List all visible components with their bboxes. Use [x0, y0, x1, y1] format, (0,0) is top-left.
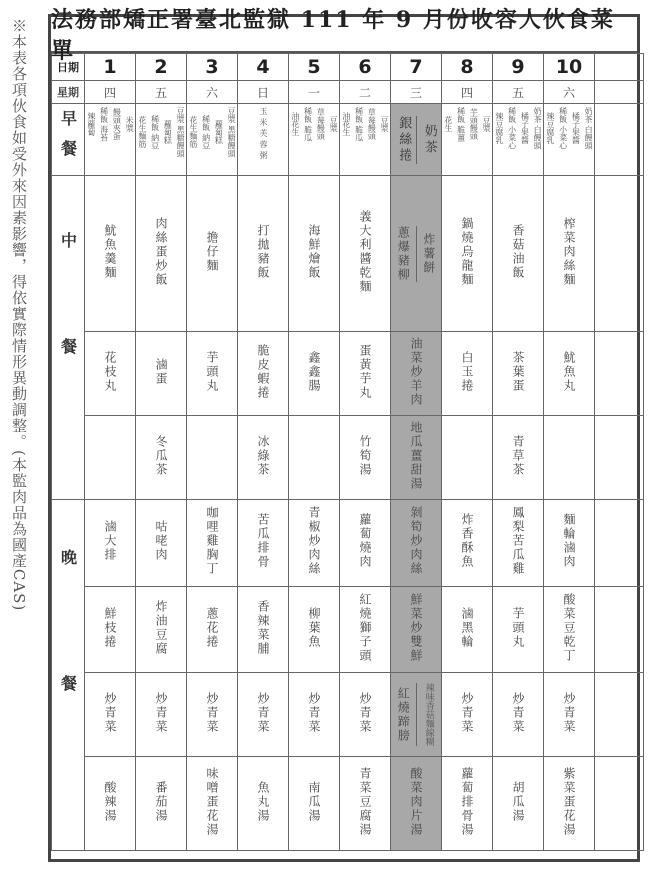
dinner-main: 炸香酥魚	[460, 513, 474, 569]
breakfast-item: 蘿蔔糕	[163, 120, 173, 145]
breakfast-label-cell	[52, 104, 85, 176]
lunch-side-cell	[238, 332, 289, 416]
lunch-main: 擔仔麵	[205, 230, 219, 273]
dinner-veg: 炒青菜	[103, 691, 117, 734]
lunch-main: 魷魚羹麵	[103, 223, 117, 280]
breakfast-cell	[442, 104, 493, 176]
lunch-side: 蛋黃芋丸	[358, 343, 372, 400]
dinner-side-cell	[544, 587, 595, 673]
breakfast-item: 豆漿 黑糖饅頭	[176, 107, 186, 158]
lunch-drink-cell	[493, 416, 544, 500]
breakfast-item: 芋頭饅頭	[469, 108, 479, 141]
dinner-main-cell	[544, 500, 595, 587]
dinner-main: 鳳梨苦瓜雞	[511, 506, 525, 576]
dinner-side: 紅燒獅子頭	[358, 592, 372, 663]
dinner-side-cell	[136, 587, 187, 673]
empty-cell	[595, 332, 644, 416]
breakfast-item: 蘿蔔糕	[214, 120, 224, 145]
dinner-side: 鮮枝捲	[103, 606, 117, 649]
breakfast-item: 橘子果醬	[571, 112, 581, 145]
date-cell: 10	[544, 54, 595, 81]
breakfast-item: 米漿	[125, 116, 135, 133]
lunch-main-cell	[136, 176, 187, 332]
lunch-main-cell-highlight	[391, 176, 442, 332]
breakfast-cell-highlight	[391, 104, 442, 176]
lunch-side: 油菜炒羊肉	[409, 336, 423, 407]
weekday-cell: 二	[340, 81, 391, 104]
lunch-main: 蔥爆豬柳	[396, 225, 411, 282]
breakfast-item: 豆漿	[482, 116, 492, 133]
lunch-side-cell	[289, 332, 340, 416]
dinner-veg-row	[52, 673, 644, 757]
dinner-label: 晚餐	[58, 549, 78, 801]
dinner-veg-cell	[442, 673, 493, 757]
dinner-side: 鮮菜炒雙鮮	[409, 592, 423, 663]
breakfast-cell	[187, 104, 238, 176]
dinner-main: 剝筍炒肉絲	[409, 506, 423, 576]
dinner-soup-cell	[85, 757, 136, 851]
dinner-soup: 味噌蛋花湯	[205, 766, 219, 837]
dinner-side: 酸菜豆乾丁	[562, 592, 576, 663]
empty-cell	[595, 176, 644, 332]
lunch-main: 打拋豬飯	[256, 223, 270, 280]
dinner-main: 蘿蔔燒肉	[358, 513, 372, 569]
dinner-soup: 蘿蔔排骨湯	[460, 766, 474, 837]
dinner-soup: 魚丸湯	[256, 780, 270, 823]
breakfast-item: 草莓饅頭	[316, 108, 326, 141]
lunch-main-cell	[544, 176, 595, 332]
breakfast-cell	[289, 104, 340, 176]
lunch-side-cell	[442, 332, 493, 416]
weekday-row	[52, 81, 644, 104]
date-cell: 8	[442, 54, 493, 81]
weekday-cell: 五	[136, 81, 187, 104]
dinner-main: 麵輪滷肉	[562, 513, 576, 569]
dinner-veg-cell	[136, 673, 187, 757]
breakfast-item: 花生麵筋	[188, 116, 198, 149]
lunch-drink: 冬瓜茶	[154, 434, 168, 477]
lunch-side-cell	[187, 332, 238, 416]
dinner-soup: 酸辣湯	[103, 780, 117, 823]
breakfast-item: 花生	[443, 116, 453, 133]
breakfast-item: 辣豆腐乳	[545, 112, 555, 145]
breakfast-cell	[340, 104, 391, 176]
weekday-cell: 六	[544, 81, 595, 104]
dinner-veg: 炒青菜	[511, 691, 525, 734]
lunch-main: 鍋燒烏龍麵	[460, 216, 474, 287]
dinner-veg-cell	[187, 673, 238, 757]
breakfast-item: 草莓饅頭	[367, 108, 377, 141]
menu-table	[51, 53, 644, 851]
weekday-label: 星期	[52, 81, 85, 104]
lunch-drink-cell	[187, 416, 238, 500]
dinner-soup: 酸菜肉片湯	[409, 766, 423, 837]
dinner-soup: 胡瓜湯	[511, 780, 525, 823]
weekday-cell: 五	[493, 81, 544, 104]
breakfast-item: 油花生	[290, 112, 300, 137]
weekday-cell: 四	[442, 81, 493, 104]
breakfast-item: 奶茶 白饅頭	[533, 107, 543, 150]
lunch-side: 脆皮蝦捲	[256, 343, 270, 400]
dinner-side-cell	[289, 587, 340, 673]
dinner-side-cell	[493, 587, 544, 673]
lunch-drink-cell	[340, 416, 391, 500]
dinner-veg-cell	[544, 673, 595, 757]
dinner-veg: 炒青菜	[205, 691, 219, 734]
date-cell: 6	[340, 54, 391, 81]
dinner-soup-cell	[544, 757, 595, 851]
breakfast-item: 豆漿	[329, 116, 339, 133]
lunch-label: 中餐	[58, 231, 78, 444]
breakfast-item: 稀飯 脆瓜	[354, 107, 364, 142]
dinner-soup: 番茄湯	[154, 780, 168, 823]
date-cell: 7	[391, 54, 442, 81]
lunch-main: 香菇油飯	[511, 223, 525, 280]
breakfast-item: 花生麵筋	[137, 116, 147, 149]
dinner-soup-row	[52, 757, 644, 851]
dinner-side: 香辣菜脯	[256, 599, 270, 656]
lunch-drink: 竹筍湯	[358, 434, 372, 477]
breakfast-item: 豆漿 黑糖饅頭	[227, 107, 237, 158]
dinner-side-cell	[442, 587, 493, 673]
lunch-main-cell	[238, 176, 289, 332]
weekday-cell: 一	[289, 81, 340, 104]
dinner-side-row	[52, 587, 644, 673]
lunch-drink-cell	[442, 416, 493, 500]
breakfast-item: 橘子果醬	[520, 112, 530, 145]
dinner-main: 咖哩雞胸丁	[205, 506, 219, 576]
lunch-side-cell	[136, 332, 187, 416]
lunch-side-cell	[85, 332, 136, 416]
lunch-main-cell	[340, 176, 391, 332]
breakfast-cell	[136, 104, 187, 176]
dinner-veg-cell	[340, 673, 391, 757]
date-cell: 3	[187, 54, 238, 81]
dinner-main-cell	[493, 500, 544, 587]
menu-sheet	[48, 7, 640, 862]
dinner-veg-cell	[289, 673, 340, 757]
dinner-veg: 炒青菜	[307, 691, 321, 734]
lunch-side: 茶葉蛋	[511, 350, 525, 393]
lunch-side: 花枝丸	[103, 350, 117, 393]
weekday-cell: 六	[187, 81, 238, 104]
lunch-drink: 青草茶	[511, 434, 525, 477]
lunch-main-cell	[442, 176, 493, 332]
breakfast-item: 稀飯 納豆	[201, 115, 211, 150]
dinner-main-row	[52, 500, 644, 587]
dinner-veg: 炒青菜	[358, 691, 372, 734]
dinner-soup-cell	[187, 757, 238, 851]
lunch-side-cell	[340, 332, 391, 416]
breakfast-cell	[85, 104, 136, 176]
page-title: 法務部矯正署臺北監獄 111 年 9 月份收容人伙食菜單	[51, 17, 637, 53]
breakfast-label: 早餐	[58, 109, 78, 170]
breakfast-cell	[544, 104, 595, 176]
dinner-side-cell	[187, 587, 238, 673]
empty-cell	[595, 104, 644, 176]
date-cell: 9	[493, 54, 544, 81]
dinner-main-cell-highlight	[391, 500, 442, 587]
lunch-label-cell	[52, 176, 85, 500]
breakfast-item: 饅頭夾蛋	[112, 108, 122, 141]
breakfast-item: 稀飯 小菜心	[558, 107, 568, 150]
lunch-drink-cell	[238, 416, 289, 500]
date-cell: 2	[136, 54, 187, 81]
empty-cell	[595, 500, 644, 587]
lunch-side: 鑫鑫腸	[307, 350, 321, 393]
dinner-soup-cell	[442, 757, 493, 851]
empty-cell	[595, 757, 644, 851]
dinner-soup: 青菜豆腐湯	[358, 766, 372, 837]
empty-cell	[595, 81, 644, 104]
breakfast-item: 油花生	[341, 112, 351, 137]
dinner-veg-cell	[85, 673, 136, 757]
lunch-main: 義大利醬乾麵	[358, 209, 372, 294]
dinner-veg: 炒青菜	[154, 691, 168, 734]
breakfast-item: 辣豆腐乳	[494, 112, 504, 145]
lunch-drink-cell	[289, 416, 340, 500]
dinner-main-cell	[289, 500, 340, 587]
breakfast-item: 豆漿	[380, 116, 390, 133]
lunch-main-cell	[187, 176, 238, 332]
breakfast-item: 銀絲捲	[396, 115, 412, 164]
dinner-main: 苦瓜排骨	[256, 513, 270, 569]
lunch-main: 肉絲蛋炒飯	[154, 216, 168, 287]
dinner-soup-cell	[238, 757, 289, 851]
breakfast-item: 辣蘿蔔	[86, 112, 96, 137]
lunch-side-cell-highlight	[391, 332, 442, 416]
dinner-soup-cell	[340, 757, 391, 851]
dinner-main-cell	[238, 500, 289, 587]
dinner-main-cell	[442, 500, 493, 587]
breakfast-item: 稀飯 海苔	[99, 107, 109, 142]
dinner-main-cell	[187, 500, 238, 587]
breakfast-item: 稀飯 脆薑	[456, 107, 466, 142]
breakfast-row	[52, 104, 644, 176]
dinner-side: 滷黑輪	[460, 606, 474, 649]
lunch-drink-cell	[544, 416, 595, 500]
date-cell: 4	[238, 54, 289, 81]
breakfast-item: 稀飯 脆瓜	[303, 107, 313, 142]
weekday-cell: 三	[391, 81, 442, 104]
disclaimer-note: ※本表各項伙食如受外來因素影響，得依實際情形異動調整。(本監肉品為國產CAS)	[10, 18, 28, 612]
weekday-cell: 日	[238, 81, 289, 104]
dinner-soup: 南瓜湯	[307, 780, 321, 823]
dinner-side-cell	[85, 587, 136, 673]
lunch-drink-cell	[85, 416, 136, 500]
dinner-side: 炸油豆腐	[154, 599, 168, 656]
breakfast-item: 稀飯 納豆	[150, 115, 160, 150]
breakfast-cell	[238, 104, 289, 176]
dinner-main-cell	[85, 500, 136, 587]
empty-cell	[595, 416, 644, 500]
lunch-side: 芋頭丸	[205, 350, 219, 393]
dinner-veg-cell-highlight	[391, 673, 442, 757]
dinner-soup: 紫菜蛋花湯	[562, 766, 576, 837]
lunch-main-row	[52, 176, 644, 332]
breakfast-item: 奶茶	[421, 123, 437, 156]
lunch-drink: 地瓜薑甜湯	[409, 420, 423, 491]
dinner-veg-cell	[493, 673, 544, 757]
breakfast-item: 奶茶 白饅頭	[584, 107, 594, 150]
dinner-side: 蔥花捲	[205, 606, 219, 649]
lunch-drink-row	[52, 416, 644, 500]
dinner-side: 柳葉魚	[307, 606, 321, 649]
lunch-side: 白玉捲	[460, 350, 474, 393]
dinner-veg: 炒青菜	[256, 691, 270, 734]
lunch-side-cell	[544, 332, 595, 416]
dinner-main: 青椒炒肉絲	[307, 506, 321, 576]
weekday-cell: 四	[85, 81, 136, 104]
breakfast-item: 玉米芙蓉粥	[259, 107, 268, 162]
dinner-label-cell	[52, 500, 85, 851]
lunch-main-cell	[289, 176, 340, 332]
lunch-side-row	[52, 332, 644, 416]
dinner-main: 咕咾肉	[154, 520, 168, 562]
dinner-veg: 炒青菜	[562, 691, 576, 734]
breakfast-cell	[493, 104, 544, 176]
lunch-main: 榨菜肉絲麵	[562, 216, 576, 287]
lunch-main: 炸薯餅	[421, 232, 436, 275]
dinner-veg: 炒青菜	[460, 691, 474, 734]
empty-cell	[595, 673, 644, 757]
dinner-veg-cell	[238, 673, 289, 757]
dinner-main-cell	[136, 500, 187, 587]
dinner-side: 芋頭丸	[511, 606, 525, 649]
lunch-main: 海鮮燴飯	[307, 223, 321, 280]
dinner-veg: 辣味香菇麵線糊	[423, 683, 434, 746]
lunch-side: 滷蛋	[154, 357, 168, 386]
date-cell: 1	[85, 54, 136, 81]
lunch-main-cell	[493, 176, 544, 332]
date-cell: 5	[289, 54, 340, 81]
dinner-side-cell	[340, 587, 391, 673]
breakfast-item: 稀飯 小菜心	[507, 107, 517, 150]
empty-cell	[595, 587, 644, 673]
lunch-main-cell	[85, 176, 136, 332]
dinner-soup-cell	[289, 757, 340, 851]
dinner-soup-cell-highlight	[391, 757, 442, 851]
lunch-side-cell	[493, 332, 544, 416]
dinner-main-cell	[340, 500, 391, 587]
lunch-side: 魷魚丸	[562, 350, 576, 393]
lunch-drink-cell	[136, 416, 187, 500]
dinner-veg: 紅燒蹄膀	[396, 686, 411, 743]
date-label: 日期	[52, 54, 85, 81]
dinner-soup-cell	[136, 757, 187, 851]
dinner-main: 滷大排	[103, 520, 117, 562]
dinner-side-cell-highlight	[391, 587, 442, 673]
dinner-soup-cell	[493, 757, 544, 851]
dinner-side-cell	[238, 587, 289, 673]
lunch-drink-cell-highlight	[391, 416, 442, 500]
lunch-drink: 冰綠茶	[256, 434, 270, 477]
